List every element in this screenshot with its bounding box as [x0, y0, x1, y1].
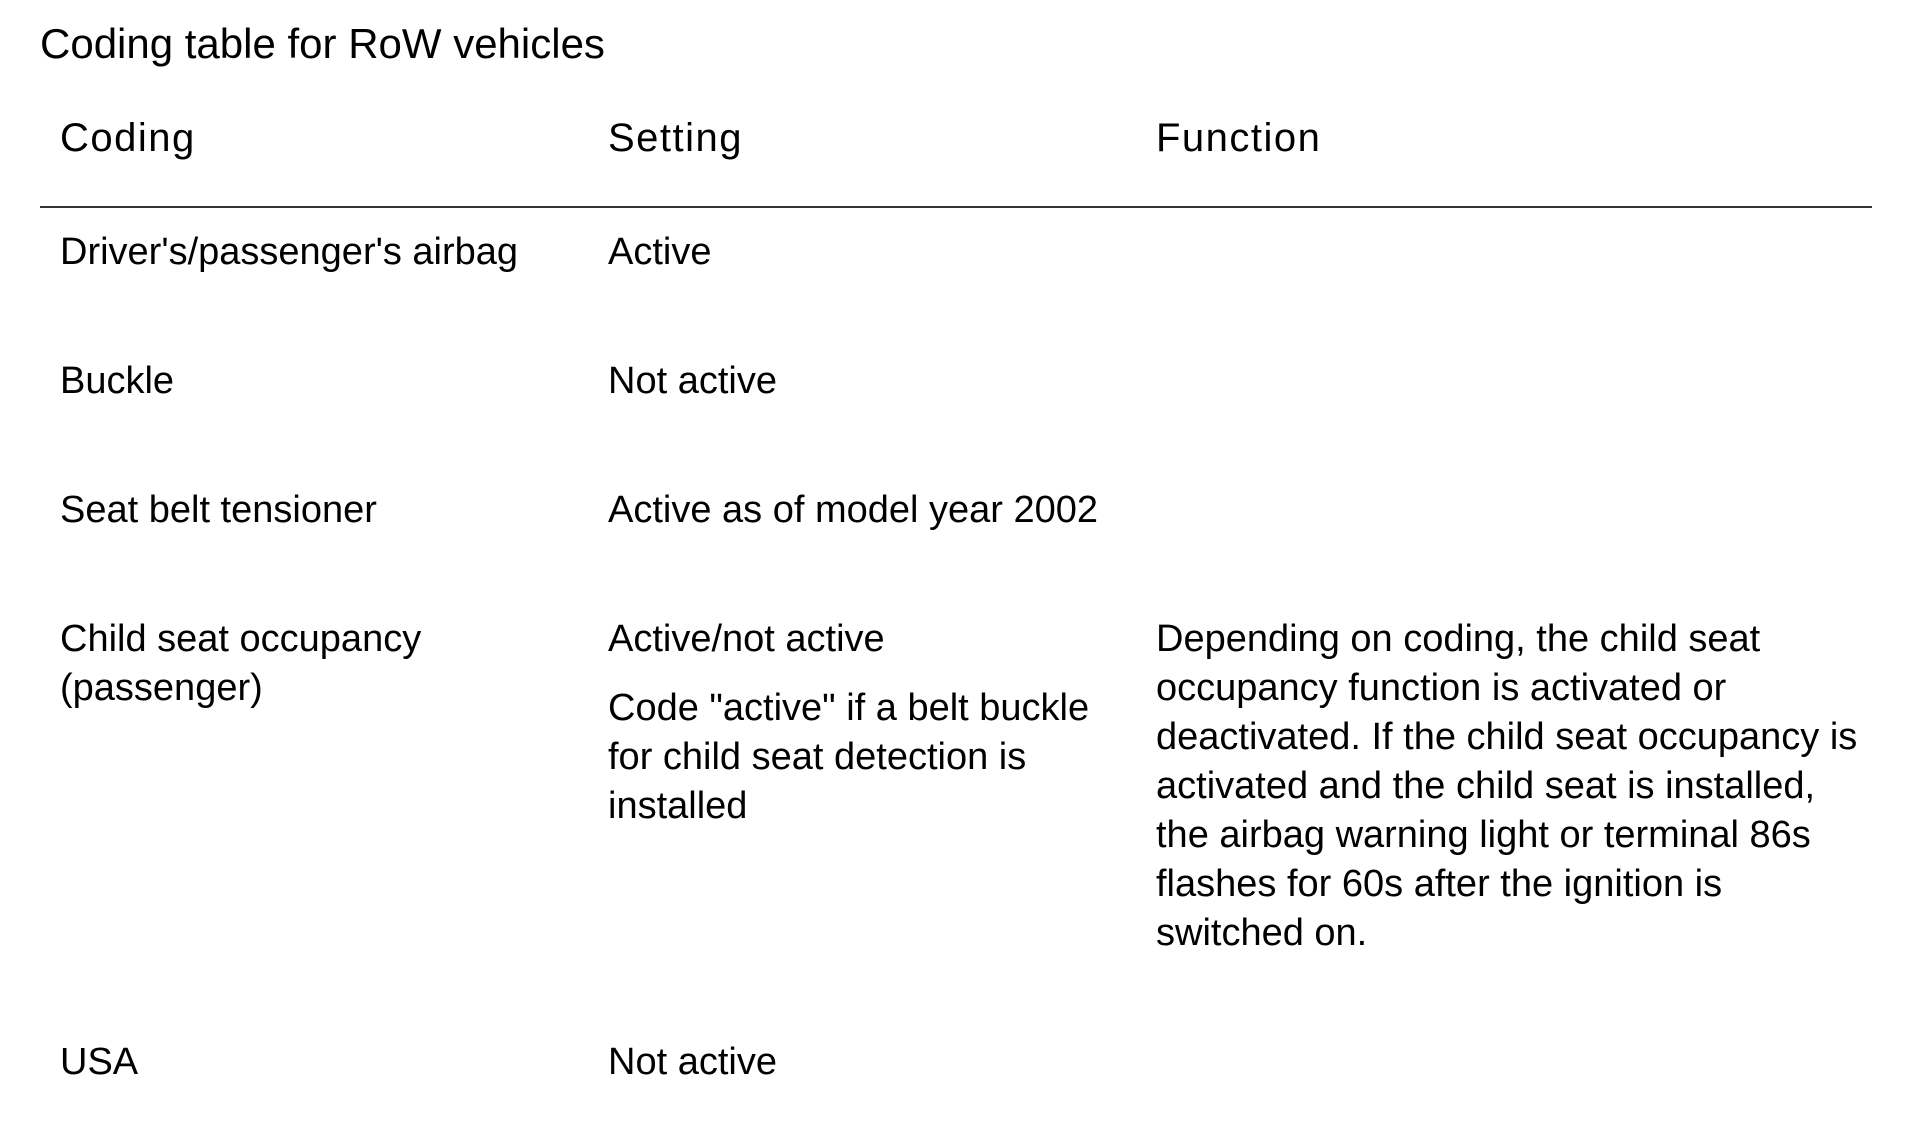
coding-table: [40, 108, 1872, 1147]
column-header-setting: Setting: [588, 108, 1136, 207]
table-row: [40, 337, 1872, 466]
table-row: [40, 595, 1872, 1018]
function-cell: Depending on coding, the child seat occupancy function is activated or deactivated. If the child seat occupancy is activated and the child seat is installed, the airbag warning light or terminal 86s flashes for 60s after the ignition is switched on.: [1156, 618, 1858, 954]
table-header-row: [40, 108, 1872, 207]
function-cell: [1136, 337, 1872, 466]
setting-cell: [588, 466, 1136, 595]
table-row: [40, 207, 1872, 337]
setting-text: Not active: [608, 360, 777, 402]
setting-cell: [588, 1018, 1136, 1147]
column-header-function: Function: [1136, 108, 1872, 207]
table-row: [40, 1018, 1872, 1147]
coding-cell: Seat belt tensioner: [60, 489, 377, 531]
setting-text: Not active: [608, 1041, 777, 1083]
function-cell: [1136, 466, 1872, 595]
page-title: Coding table for RoW vehicles: [40, 20, 605, 67]
setting-cell: [588, 207, 1136, 337]
table-row: [40, 466, 1872, 595]
setting-cell: [588, 595, 1136, 1018]
coding-cell: Child seat occupancy (passenger): [60, 618, 422, 709]
function-cell: [1136, 207, 1872, 337]
setting-text: Active as of model year 2002: [608, 489, 1099, 531]
setting-cell: [588, 337, 1136, 466]
coding-cell: Buckle: [60, 360, 175, 402]
function-cell: [1136, 1018, 1872, 1147]
setting-text: Active: [608, 231, 712, 273]
setting-text: Active/not active: [608, 618, 885, 660]
column-header-coding: Coding: [40, 108, 588, 207]
coding-cell: Driver's/passenger's airbag: [60, 231, 519, 273]
setting-note: Code "active" if a belt buckle for child seat detection is installed: [608, 687, 1090, 827]
coding-cell: USA: [60, 1041, 139, 1083]
